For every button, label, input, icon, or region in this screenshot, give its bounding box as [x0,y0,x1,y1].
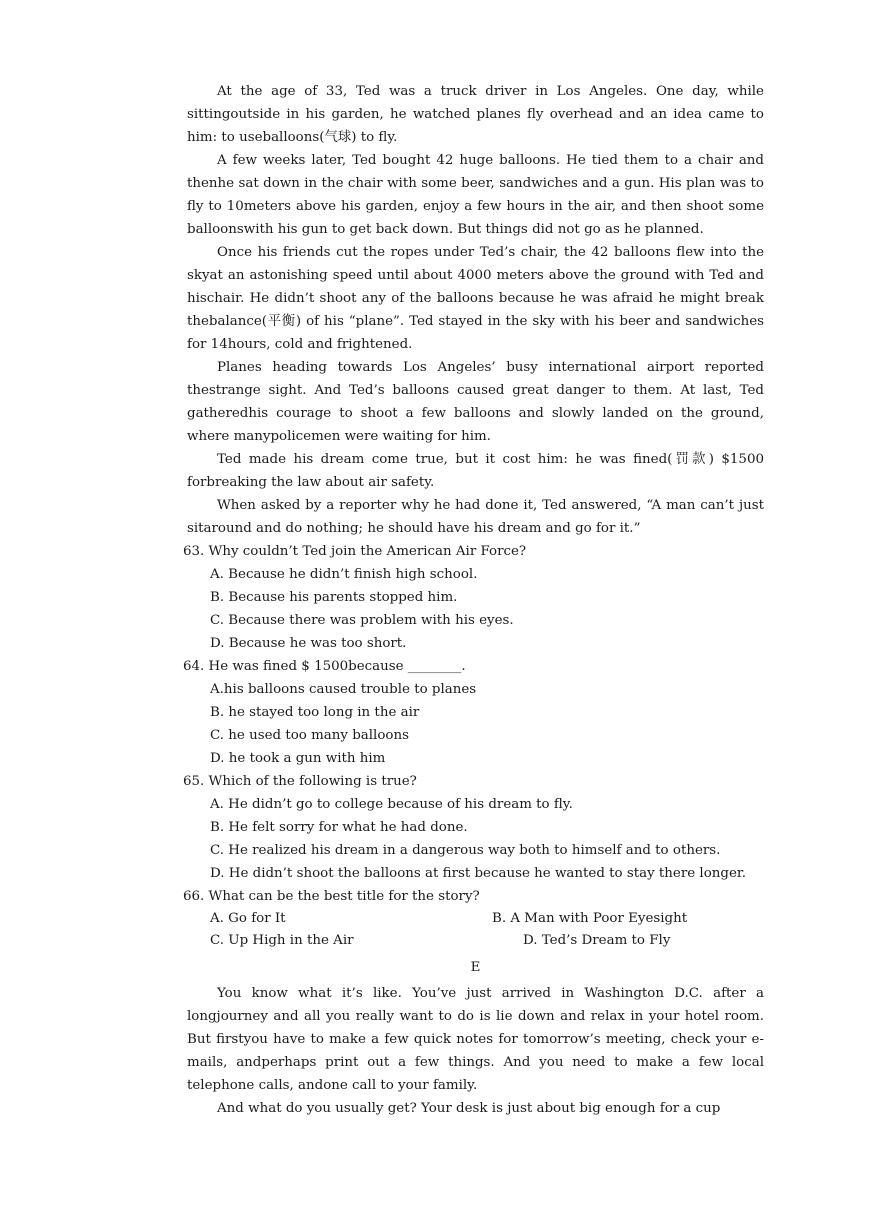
paragraph: Planes heading towards Los Angeles’ busy international airport reported thestrange sight. And Ted’s balloons caused great danger to them. At last, Ted gatheredhis courage to shoot a few balloons and slowly landed on the ground, where manypolicemen were waiting for him. [187,360,764,444]
section-heading: E [470,960,481,975]
answer-option: C. he used too many balloons [210,728,409,743]
paragraph: A few weeks later, Ted bought 42 huge balloons. He tied them to a chair and thenhe sat down in the chair with some beer, sandwiches and a gun. His plan was to fly to 10meters above his garden, enjoy a few hours in the air, and then shoot some balloonswith his gun to get back down. But things did not go as he planned. [187,153,764,237]
answer-option: A. Go for It [210,911,286,926]
paragraph: When asked by a reporter why he had done it, Ted answered, “A man can’t just sitaround and do nothing; he should have his dream and go for it.” [187,498,764,536]
paragraph: And what do you usually get? Your desk is just about big enough for a cup [217,1101,721,1116]
answer-option: B. A Man with Poor Eyesight [492,911,688,926]
answer-option: D. he took a gun with him [210,751,386,766]
question-63 [183,540,764,655]
document-page [183,80,764,1120]
paragraph: Ted made his dream come true, but it cost him: he was fined(罚款) $1500 forbreaking the law about air safety. [187,452,764,490]
paragraph: Once his friends cut the ropes under Ted’s chair, the 42 balloons flew into the skyat an astonishing speed until about 4000 meters above the ground with Ted and hischair. He didn’t shoot any of the balloons because he was afraid he might break thebalance(平衡) of his “plane”. Ted stayed in the sky with his beer and sandwiches for 14hours, cold and frightened. [187,245,764,352]
answer-option: D. He didn’t shoot the balloons at first because he wanted to stay there longer. [210,866,747,881]
paragraph: You know what it’s like. You’ve just arrived in Washington D.C. after a longjourney and all you really want to do is lie down and relax in your hotel room. But firstyou have to make a few quick notes for tomorrow’s meeting, check your e-mails, andperhaps print out a few things. And you need to make a few local telephone calls, andone call to your family. [187,986,764,1093]
paragraph: At the age of 33, Ted was a truck driver in Los Angeles. One day, while sittingoutside in his garden, he watched planes fly overhead and an idea came to him: to useballoons(气球) to fly. [187,84,764,145]
question-stem: 65. Which of the following is true? [183,774,417,789]
question-65 [183,770,764,885]
passage-e [187,982,764,1120]
answer-option: A. He didn’t go to college because of his dream to fly. [210,797,573,812]
answer-option: B. He felt sorry for what he had done. [210,820,468,835]
answer-option-row [187,930,764,952]
question-stem: 66. What can be the best title for the story? [183,889,480,904]
passage-d [187,80,764,540]
answer-option-row [187,908,764,930]
answer-option: B. he stayed too long in the air [210,705,420,720]
answer-option: C. He realized his dream in a dangerous way both to himself and to others. [210,843,721,858]
question-stem: 63. Why couldn’t Ted join the American Air Force? [183,544,527,559]
question-64 [183,655,764,770]
answer-option: C. Because there was problem with his eyes. [210,613,514,628]
question-stem: 64. He was fined $ 1500because ________. [183,659,466,674]
answer-option: B. Because his parents stopped him. [210,590,458,605]
answer-option: C. Up High in the Air [210,932,354,948]
question-66 [183,885,764,951]
answer-option: A. Because he didn’t finish high school. [210,567,478,582]
answer-option: A.his balloons caused trouble to planes [210,682,477,697]
answer-option: D. Ted’s Dream to Fly [523,932,671,948]
answer-option: D. Because he was too short. [210,636,407,651]
